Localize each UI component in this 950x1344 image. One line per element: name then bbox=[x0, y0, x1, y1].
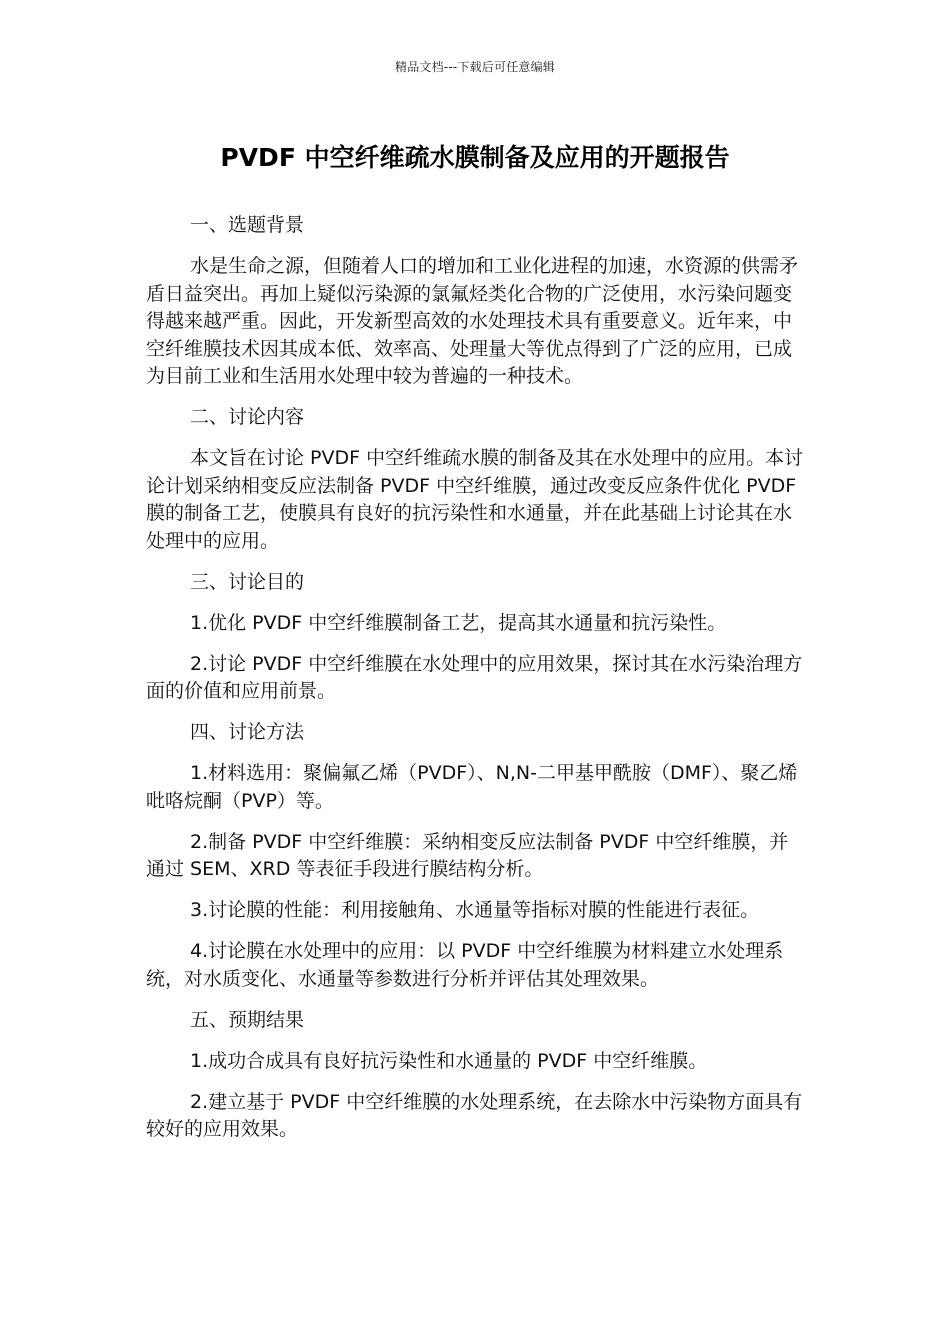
result-item-1: 1.成功合成具有良好抗污染性和水通量的 PVDF 中空纤维膜。 bbox=[190, 1049, 708, 1072]
section-heading-results: 五、预期结果 bbox=[190, 1008, 305, 1031]
section-heading-methods: 四、讨论方法 bbox=[190, 721, 305, 743]
purpose-item-2: 2.讨论 PVDF 中空纤维膜在水处理中的应用效果，探讨其在水污染治理方面的价值和应用前景。 bbox=[146, 652, 803, 702]
paragraph-content: 本文旨在讨论 PVDF 中空纤维疏水膜的制备及其在水处理中的应用。本讨论计划采纳相变反应法制备 PVDF 中空纤维膜，通过改变反应条件优化 PVDF 膜的制备工艺，使膜具有良好的抗污染性和水通量，并在此基础上讨论其在水处理中的应用。 bbox=[146, 447, 804, 552]
section-heading-purpose: 三、讨论目的 bbox=[190, 570, 305, 593]
result-item-2: 2.建立基于 PVDF 中空纤维膜的水处理系统，在去除水中污染物方面具有较好的应用效果。 bbox=[146, 1090, 803, 1140]
purpose-item-1: 1.优化 PVDF 中空纤维膜制备工艺，提高其水通量和抗污染性。 bbox=[190, 611, 727, 634]
method-item-2: 2.制备 PVDF 中空纤维膜：采纳相变反应法制备 PVDF 中空纤维膜，并通过 SEM、XRD 等表征手段进行膜结构分析。 bbox=[146, 830, 789, 880]
section-heading-content: 二、讨论内容 bbox=[190, 406, 305, 428]
page-header-note: 精品文档---下载后可任意编辑 bbox=[395, 60, 555, 74]
section-heading-background: 一、选题背景 bbox=[190, 214, 305, 236]
method-item-4: 4.讨论膜在水处理中的应用：以 PVDF 中空纤维膜为材料建立水处理系统，对水质变化、水通量等参数进行分析并评估其处理效果。 bbox=[146, 940, 784, 990]
paragraph-background: 水是生命之源，但随着人口的增加和工业化进程的加速，水资源的供需矛盾日益突出。再加上疑似污染源的氯氟烃类化合物的广泛使用，水污染问题变得越来越严重。因此，开发新型高效的水处理技术具有重要意义。近年来，中空纤维膜技术因其成本低、效率高、处理量大等优点得到了广泛的应用，已成为目前工业和生活用水处理中较为普遍的一种技术。 bbox=[146, 255, 799, 387]
method-item-3: 3.讨论膜的性能：利用接触角、水通量等指标对膜的性能进行表征。 bbox=[190, 899, 760, 921]
document-title: PVDF 中空纤维疏水膜制备及应用的开题报告 bbox=[220, 143, 730, 172]
method-item-1: 1.材料选用：聚偏氟乙烯（PVDF）、N,N-二甲基甲酰胺（DMF）、聚乙烯吡咯烷酮（PVP）等。 bbox=[146, 762, 798, 812]
document-body bbox=[146, 212, 806, 1157]
